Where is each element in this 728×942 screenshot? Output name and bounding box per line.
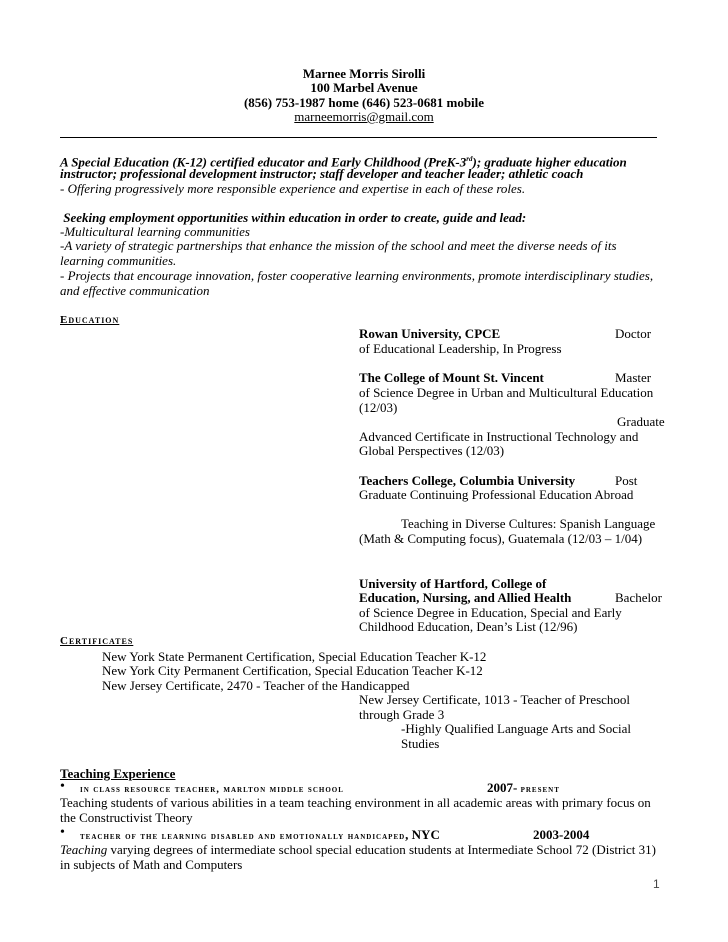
email-link[interactable]: marneemorris@gmail.com <box>294 109 434 124</box>
msv-certificate: Advanced Certificate in Instructional Technology and <box>359 429 639 444</box>
job-description: the Constructivist Theory <box>60 810 193 825</box>
summary-line-3: - Offering progressively more responsible experience and expertise in each of these roles. <box>60 181 526 196</box>
experience-heading: Teaching Experience <box>60 766 176 781</box>
objective-item: - Projects that encourage innovation, foster cooperative learning environments, promote interdisciplinary studies, <box>60 268 654 283</box>
objective-item: -Multicultural learning communities <box>60 224 250 239</box>
job-description: Teaching varying degrees of intermediate school special education students at Intermediate School 72 (District 31) <box>60 842 656 857</box>
tc-degree-detail: Graduate Continuing Professional Education Abroad <box>359 487 634 502</box>
uh-name-2: Education, Nursing, and Allied Health <box>359 590 572 605</box>
uh-name: University of Hartford, College of <box>359 576 547 591</box>
certificate-item: New York State Permanent Certification, Special Education Teacher K-12 <box>102 649 487 664</box>
certificate-item: New Jersey Certificate, 2470 - Teacher of the Handicapped <box>102 678 410 693</box>
page-number: 1 <box>653 877 660 891</box>
tc-degree: Post <box>615 473 638 488</box>
job-title: teacher of the learning disabled and emotionally handicaped, NYC <box>80 827 440 842</box>
resume-name: Marnee Morris Sirolli <box>302 66 426 81</box>
summary-line-1: A Special Education (K-12) certified educator and Early Childhood (PreK-3rd); graduate higher education <box>60 154 627 170</box>
tc-program: Teaching in Diverse Cultures: Spanish Language <box>401 516 656 531</box>
msv-name: The College of Mount St. Vincent <box>359 370 544 385</box>
objective-item: -A variety of strategic partnerships that enhance the mission of the school and meet the diverse needs of its <box>60 238 617 253</box>
job-description: Teaching students of various abilities in a team teaching environment in all academic areas with primary focus on <box>60 795 651 810</box>
address: 100 Marbel Avenue <box>310 80 418 95</box>
tc-name: Teachers College, Columbia University <box>359 473 576 488</box>
header-divider <box>60 137 657 138</box>
uh-degree-honors: Childhood Education, Dean’s List (12/96) <box>359 619 578 634</box>
education-heading: Education <box>60 314 120 326</box>
msv-degree: Master <box>615 370 652 385</box>
msv-graduate: Graduate <box>617 414 665 429</box>
rowan-degree: Doctor <box>615 326 652 341</box>
msv-certificate-detail: Global Perspectives (12/03) <box>359 443 505 458</box>
uh-degree: Bachelor <box>615 590 662 605</box>
rowan-name: Rowan University, CPCE <box>359 326 501 341</box>
bullet-icon: • <box>60 779 65 794</box>
phone-numbers: (856) 753-1987 home (646) 523-0681 mobile <box>243 95 485 110</box>
certificate-qualification: -Highly Qualified Language Arts and Social <box>401 721 631 736</box>
certificate-item-detail: through Grade 3 <box>359 707 445 722</box>
certificate-item: New York City Permanent Certification, Special Education Teacher K-12 <box>102 663 483 678</box>
job-title: in class resource teacher, marlton middle school <box>80 784 344 795</box>
certificates-heading: Certificates <box>60 635 134 647</box>
job-description: in subjects of Math and Computers <box>60 857 243 872</box>
uh-degree-detail: of Science Degree in Education, Special and Early <box>359 605 622 620</box>
objective-item: learning communities. <box>60 253 177 268</box>
job-dates: 2007- present <box>487 780 560 795</box>
rowan-degree-detail: of Educational Leadership, In Progress <box>359 341 562 356</box>
certificate-item: New Jersey Certificate, 1013 - Teacher of Preschool <box>359 692 631 707</box>
tc-program-detail: (Math & Computing focus), Guatemala (12/03 – 1/04) <box>359 531 643 546</box>
msv-degree-detail: of Science Degree in Urban and Multicultural Education <box>359 385 654 400</box>
job-dates: 2003-2004 <box>533 827 590 842</box>
bullet-icon: • <box>60 825 65 840</box>
certificate-qualification-detail: Studies <box>401 736 440 751</box>
msv-degree-date: (12/03) <box>359 400 398 415</box>
summary-line-2: instructor; professional development instructor; staff developer and teacher leader; athletic coach <box>60 166 584 181</box>
objective-heading: Seeking employment opportunities within education in order to create, guide and lead: <box>60 210 527 225</box>
objective-item: and effective communication <box>60 283 210 298</box>
